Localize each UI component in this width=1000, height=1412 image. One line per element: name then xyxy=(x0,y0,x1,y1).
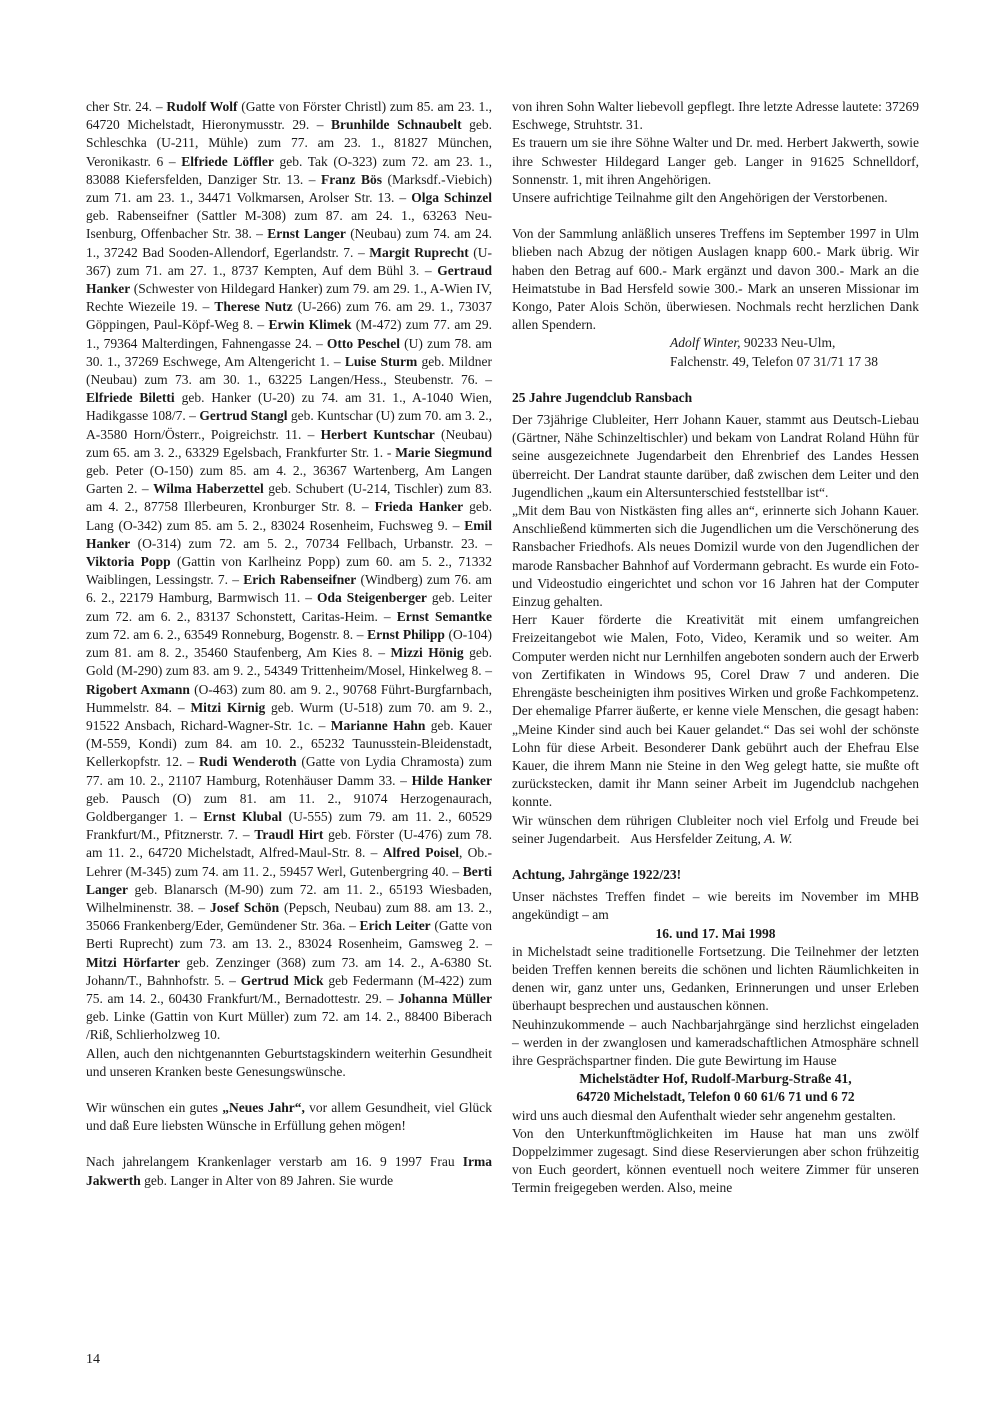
signature-name: Adolf Winter, xyxy=(670,335,741,351)
obituary-paragraph: Nach jahrelangem Krankenlager verstarb am 16. 9 1997 Frau Irma Jakwerth geb. Langer in Alter von 89 Jahren. Sie wurde xyxy=(86,1154,492,1188)
signature xyxy=(512,334,919,370)
person-name: Herbert Kuntschar xyxy=(320,426,435,442)
meeting-paragraph-5: Von den Unterkunftmöglichkeiten im Hause hat man uns zwölf Doppelzimmer zugesagt. Sind diese Reservierungen aber schon frühzeitig von Euch geordert, können eventuell noch weitere Zimmer für unseren Termin freigegeben werden. Also, meine xyxy=(512,1125,919,1196)
signature-address: Falchenstr. 49, Telefon 07 31/71 17 38 xyxy=(670,353,879,369)
meeting-date xyxy=(512,925,919,943)
page-number: 14 xyxy=(86,1352,100,1367)
youth-club-paragraph-4 xyxy=(512,812,919,848)
person-name: Erich Rabenseifner xyxy=(243,572,357,588)
person-name: Berti Langer xyxy=(86,863,492,897)
person-name: Franz Bös xyxy=(320,171,382,187)
person-name: Mizzi Hönig xyxy=(390,645,464,661)
person-name: „Neues Jahr“, xyxy=(222,1099,305,1115)
youth-club-paragraph-1: Der 73jährige Clubleiter, Herr Johann Kauer, stammt aus Deutsch-Liebau (Gärtner, Nähe Schinzeltischler) und bekam von Landrat Roland Hühn für seine ausgezeichnete Jugendarbeit den Ehrenbrief des Landes Hessen überreicht. Der Landrat staunte darüber, daß zwischen dem Leiter und den Jugendlichen „kaum ein Altersunterschied feststellbar ist“. xyxy=(512,412,919,500)
person-name: Mitzi Hörfarter xyxy=(86,954,180,970)
birthday-list-paragraph: cher Str. 24. – Rudolf Wolf (Gatte von Förster Christl) zum 85. am 23. 1., 64720 Michelstadt, Hieronymusstr. 29. – Brunhilde Schnaubelt geb. Schleschka (U-211, Mühle) zum 77. am 23. 1., 81827 München, Veronikastr. 6 – Elfriede Löffler geb. Tak (O-323) zum 72. am 23. 1., 83088 Kiefersfelden, Danziger Str. 13. – Franz Bös (Marksdf.-Viebich) zum 71. am 23. 1., 34471 Volkmarsen, Arolser Str. 13. – Olga Schinzel geb. Rabenseifner (Sattler M-308) zum 87. am 24. 1., 63263 Neu-Isenburg, Offenbacher Str. 38. – Ernst Langer (Neubau) zum 74. am 24. 1., 37242 Bad Sooden-Allendorf, Egerlandstr. 7. – Margit Ruprecht (U-367) zum 71. am 27. 1., 8737 Kempten, Auf dem Bühl 3. – Gertraud Hanker (Schwester von Hildegard Hanker) zum 79. am 29. 1., A-Wien IV, Rechte Wiezeile 19. – Therese Nutz (U-266) zum 76. am 29. 1., 73037 Göppingen, Paul-Köpf-Weg 8. – Erwin Klimek (M-472) zum 77. am 29. 1., 79364 Malterdingen, Fahnengasse 24. – Otto Peschel (U) zum 78. am 30. 1., 37269 Eschwege, Am Altengericht 1. – Luise Sturm geb. Mildner (Neubau) zum 73. am 30. 1., 63225 Langen/Hess., Steubenstr. 76. – Elfriede Biletti geb. Hanker (U-20) zu 74. am 31. 1., A-1040 Wien, Hadikgasse 108/7. – Gertrud Stangl geb. Kuntschar (U) zum 70. am 3. 2., A-3580 Horn/Österr., Poigreichstr. 11. – Herbert Kuntschar (Neubau) zum 65. am 3. 2., 63329 Egelsbach, Frankfurter Str. 1. - Marie Siegmund geb. Peter (O-150) zum 85. am 4. 2., 36367 Wartenberg, Am Langen Garten 2. – Wilma Haberzettel geb. Schubert (U-214, Tischler) zum 83. am 4. 2., 87758 Illerbeuren, Kronburger Str. 8. – Frieda Hanker geb. Lang (O-342) zum 85. am 5. 2., 83024 Rosenheim, Fuchsweg 9. – Emil Hanker (O-314) zum 72. am 5. 2., 70734 Fellbach, Urbanstr. 23. – Viktoria Popp (Gattin von Karlheinz Popp) zum 60. am 5. 2., 71332 Waiblingen, Lessingstr. 7. – Erich Rabenseifner (Windberg) zum 76. am 6. 2., 22179 Hamburg, Barmwisch 11. – Oda Steigenberger geb. Leiter zum 72. am 6. 2., 83137 Schonstett, Caritas-Heim. – Ernst Semantke zum 72. am 6. 2., 63549 Ronneburg, Bogenstr. 8. – Ernst Philipp (O-104) zum 81. am 8. 2., 35460 Staufenberg, Am Kies 8. – Mizzi Hönig geb. Gold (M-290) zum 83. am 9. 2., 54349 Trittenheim/Mosel, Hinkelweg 8. – Rigobert Axmann (O-463) zum 80. am 9. 2., 90768 Führt-Burgfarnbach, Hummelstr. 84. – Mitzi Kirnig geb. Wurm (U-518) zum 70. am 9. 2., 91522 Ansbach, Richard-Wagner-Str. 1c. – Marianne Hahn geb. Kauer (M-559, Kondi) zum 84. am 10. 2., 65232 Taunusstein-Bleidenstadt, Kellerkopfstr. 12. – Rudi Wenderoth (Gatte von Lydia Chramosta) zum 77. am 10. 2., 21107 Hamburg, Rotenhäuser Damm 33. – Hilde Hanker geb. Pausch (O) zum 81. am 11. 2., 91074 Herzogenaurach, Goldberganger 1. – Ernst Klubal (U-555) zum 79. am 11. 2., 60529 Frankfurt/M., Pfitznerstr. 7. – Traudl Hirt geb. Förster (U-476) zum 78. am 11. 2., 64720 Michelstadt, Alfred-Maul-Str. 8. – Alfred Poisel, Ob.-Lehrer (M-345) zum 74. am 11. 2., 59457 Werl, Gutenbergring 40. – Berti Langer geb. Blanarsch (M-90) zum 72. am 11. 2., 65193 Wiesbaden, Wilhelminenstr. 38. – Josef Schön (Pepsch, Neubau) zum 88. am 13. 2., 35066 Frankenberg/Eder, Gemündener Str. 36a. – Erich Leiter (Gatte von Berti Ruprecht) zum 73. am 13. 2., 83024 Rosenheim, Gamsweg 2. – Mitzi Hörfarter geb. Zenzinger (368) zum 73. am 14. 2., A-6380 St. Johann/T., Bahnhofstr. 5. – Gertrud Mick geb Federmann (M-422) zum 75. am 14. 2., 60430 Frankfurt/M., Bernadottestr. 29. – Johanna Müller geb. Linke (Gattin von Kurt Müller) zum 72. am 14. 2., 88400 Biberach /Riß, Schlierholzweg 10. xyxy=(86,99,493,1043)
obituary-continuation-2: Es trauern um sie ihre Söhne Walter und Dr. med. Herbert Jakwerth, sowie ihre Schwester Hildegard Langer geb. Langer in 91625 Schnelldorf, Sonnenstr. 1, mit ihren Angehörigen. xyxy=(512,135,919,187)
person-name: Erich Leiter xyxy=(359,918,431,934)
person-name: Gertrud Mick xyxy=(240,972,324,988)
youth-club-initials: A. W. xyxy=(760,830,793,846)
person-name: Otto Peschel xyxy=(326,335,401,351)
person-name: Wilma Haberzettel xyxy=(153,481,264,497)
person-name: Oda Steigenberger xyxy=(316,590,427,606)
person-name: Irma Jakwerth xyxy=(86,1154,492,1188)
person-name: Marie Siegmund xyxy=(395,444,492,460)
signature-city: 90233 Neu-Ulm, xyxy=(740,335,836,351)
obituary-continuation-1: von ihren Sohn Walter liebevoll gepflegt. Ihre letzte Adresse lautete: 37269 Eschwege, Struhtstr. 31. xyxy=(512,99,919,133)
person-name: Rudolf Wolf xyxy=(166,99,238,114)
youth-club-source: Aus Hersfelder Zeitung, xyxy=(630,830,761,846)
meeting-paragraph-1: Unser nächstes Treffen findet – wie bereits im November im MHB angekündigt – am xyxy=(512,889,919,923)
person-name: Rudi Wenderoth xyxy=(199,754,297,770)
person-name: Traudl Hirt xyxy=(254,827,324,843)
person-name: Ernst Klubal xyxy=(203,808,283,824)
person-name: Therese Nutz xyxy=(214,299,293,315)
person-name: Luise Sturm xyxy=(344,353,418,369)
meeting-heading: Achtung, Jahrgänge 1922/23! xyxy=(512,866,682,882)
person-name: Josef Schön xyxy=(209,899,280,915)
person-name: Margit Ruprecht xyxy=(369,244,469,260)
person-name: Brunhilde Schnaubelt xyxy=(331,117,462,133)
person-name: Marianne Hahn xyxy=(330,717,426,733)
person-name: Alfred Poisel xyxy=(382,845,459,861)
person-name: Emil Hanker xyxy=(86,517,492,551)
person-name: Ernst Semantke xyxy=(396,608,492,624)
person-name: Elfriede Biletti xyxy=(86,390,175,406)
person-name: Gertrud Stangl xyxy=(199,408,288,424)
right-column xyxy=(512,98,919,1198)
meeting-date-text: 16. und 17. Mai 1998 xyxy=(655,925,776,941)
youth-club-paragraph-3: Herr Kauer förderte die Kreativität mit einem umfangreichen Freizeitangebot wie Malen, Foto, Video, Keramik und so weiter. Am Computer werden nicht nur Lernhilfen angeboten sondern auch der Erwerb von Zertifikaten in Windows 95, Corel Draw 7 und anderen. Die Ehrengäste bescheinigten ihm positives Wirken und große Fachkompetenz. Der ehemalige Pfarrer äußerte, er kenne viele Menschen, die gesagt haben: „Meine Kinder sind auch bei Kauer gelandet.“ Das sei wohl der schönste Lohn für diese Arbeit. Besonderer Dank gebührt auch der Ehefrau Else Kauer, die ihrem Mann nie Steine in den Weg gelegt hatte, sie mußte oft zurückstecken, damit ihr Mann seiner Arbeit im Jugendclub nachgehen konnte. xyxy=(512,612,919,810)
youth-club-heading: 25 Jahre Jugendclub Ransbach xyxy=(512,389,693,405)
meeting-paragraph-4: wird uns auch diesmal den Aufenthalt wieder sehr angenehm gestalten. xyxy=(512,1107,896,1123)
person-name: Erwin Klimek xyxy=(268,317,352,333)
wishes-paragraph: Allen, auch den nichtgenannten Geburtstagskindern weiterhin Gesundheit und unseren Kranken beste Genesungswünsche. xyxy=(86,1045,492,1079)
youth-club-paragraph-2: „Mit dem Bau von Nistkästen fing alles an“, erinnerte sich Johann Kauer. Anschließend kümmerten sich die Jugendlichen um die Verschönerung des Ransbacher Friedhofs. Als neues Domizil wurde von den Jugendlichen der marode Ransbacher Bahnhof auf Vordermann gebracht. Es wurde ein Foto- und Videostudio eingerichtet und schon vor 16 Jahren hat der Computer Einzug gehalten. xyxy=(512,503,919,610)
collection-paragraph: Von der Sammlung anläßlich unseres Treffens im September 1997 in Ulm blieben nach Abzug der nötigen Auslagen knapp 600.- Mark übrig. Wir haben den Betrag auf 600.- Mark ergänzt und davon 300.- Mark an die Heimatstube in Bad Hersfeld sowie 300.- Mark an unseren Missionar im Kongo, Pater Alois Schön, überwiesen. Nochmals recht herzlichen Dank allen Spendern. xyxy=(512,226,919,333)
person-name: Johanna Müller xyxy=(398,990,492,1006)
hotel-line-1: Michelstädter Hof, Rudolf-Marburg-Straße 41, xyxy=(579,1071,852,1087)
person-name: Ernst Langer xyxy=(267,226,346,242)
person-name: Mitzi Kirnig xyxy=(190,699,266,715)
left-column xyxy=(86,98,492,1190)
person-name: Rigobert Axmann xyxy=(86,681,190,697)
person-name: Ernst Philipp xyxy=(367,626,445,642)
person-name: Olga Schinzel xyxy=(411,190,492,206)
person-name: Gertraud Hanker xyxy=(86,262,492,297)
meeting-paragraph-2: in Michelstadt seine traditionelle Fortsetzung. Die Teilnehmer der letzten beiden Treffen kennen bereits die schönen und lichten Räumlichkeiten in denen wir, ganz unter uns, Gedanken, Erinnerungen und unser Erleben überhaupt besprechen und austauschen können. xyxy=(512,943,919,1014)
hotel-line-2: 64720 Michelstadt, Telefon 0 60 61/6 71 und 6 72 xyxy=(576,1089,855,1105)
person-name: Viktoria Popp xyxy=(86,554,171,570)
meeting-paragraph-3: Neuhinzukommende – auch Nachbarjahrgänge sind herzlichst eingeladen – werden in der zwanglosen und kameradschaftlichen Atmosphäre schnell ihre Gesprächspartner finden. Die gute Bewirtung im Hause xyxy=(512,1016,919,1068)
person-name: Frieda Hanker xyxy=(374,499,464,515)
hotel-address xyxy=(512,1070,919,1106)
person-name: Hilde Hanker xyxy=(411,772,492,788)
new-year-paragraph: Wir wünschen ein gutes „Neues Jahr“, vor allem Gesundheit, viel Glück und daß Eure liebsten Wünsche in Erfüllung gehen mögen! xyxy=(86,1099,492,1134)
youth-club-closing: Wir wünschen dem rührigen Clubleiter noch viel Erfolg und Freude bei seiner Jugendarbeit. xyxy=(512,812,919,846)
obituary-continuation-3: Unsere aufrichtige Teilnahme gilt den Angehörigen der Verstorbenen. xyxy=(512,190,888,206)
person-name: Elfriede Löffler xyxy=(181,153,274,169)
